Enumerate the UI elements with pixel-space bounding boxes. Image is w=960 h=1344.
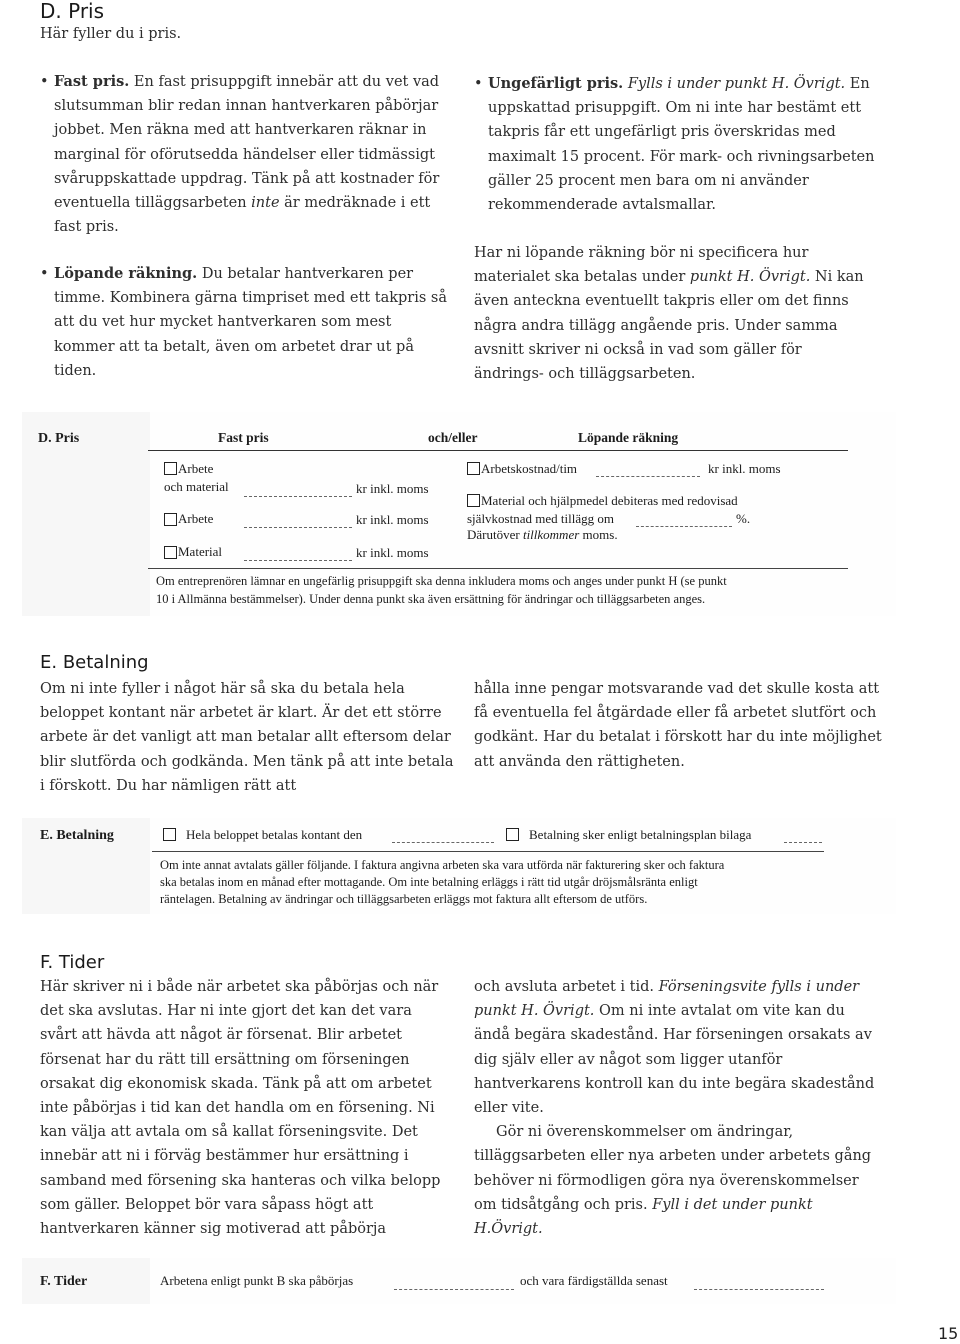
fast-pris-text: En fast prisuppgift innebär att du vet vad slutsumman blir redan innan hantverkaren påbörjar jobbet. Men räkna med att hantverkaren räknar in marginal för oförutsedda händelser eller tidmässigt svåruppskattade uppdrag. Tänk på att kostnader för eventuella tilläggsarbeten (54, 74, 440, 212)
lopande-label: Löpande räkning. (54, 265, 198, 282)
form-e-note-2: ska betalas inom en månad efter mottagande. Om inte betalning erläggs i rätt tid utgår dröjsmålsränta enligt (160, 875, 698, 889)
checkbox-material[interactable] (164, 546, 177, 559)
right4-post: moms. (579, 527, 618, 542)
row1-amount-field[interactable] (244, 496, 352, 497)
checkbox-arbete-material[interactable] (164, 462, 177, 475)
section-d-heading: D. Pris (40, 0, 105, 23)
form-d-footnote-2: 10 i Allmänna bestämmelser). Under denna punkt ska även ersättning för ändringar och tilläggsarbeten anges. (156, 592, 706, 606)
bullet-fast-pris: • Fast pris. En fast prisuppgift innebär att du vet vad slutsumman blir redan innan hantverkaren påbörjar jobbet. Men räkna med att hantverkaren räknar in marginal för oförutsedda händelser eller tidmässigt svåruppskattade uppdrag. Tänk på att kostnader för eventuella tilläggsarbeten inte är medräknade i ett fast pris. (40, 73, 440, 236)
section-f-right1-end: Om ni inte avtalat om vite kan du ändå begära skadestånd. Har förseningen orsakats av dig själv eller av något som ligger utanför hantverkarens kontroll kan du inte begära skadestånd eller vite. (474, 1003, 875, 1117)
form-f-text-1: Arbetena enligt punkt B ska påbörjas (160, 1273, 354, 1288)
form-e-opt1: Hela beloppet betalas kontant den (186, 827, 363, 842)
ungefarligt-italic: Fylls i under punkt H. Övrigt. (623, 76, 846, 92)
section-d-intro: Här fyller du i pris. (40, 26, 182, 42)
section-f-right1-text: och avsluta arbetet i tid. (474, 979, 659, 995)
right1-label: Arbetskostnad/tim (481, 461, 578, 476)
form-e-note-3: räntelagen. Betalning av ändringar och tilläggsarbeten erläggs mot faktura allt eftersom de utförs. (160, 892, 648, 906)
ungefarligt-label: Ungefärligt pris. (488, 75, 624, 92)
section-f-right2-italic: Fyll i det under punkt H.Övrigt. (474, 1196, 813, 1238)
form-e-rule (152, 851, 824, 852)
form-e-title: E. Betalning (40, 828, 114, 843)
right3-pct: %. (736, 511, 751, 526)
form-d-title: D. Pris (38, 431, 80, 446)
right4-line (467, 527, 618, 543)
form-d-col-fast: Fast pris (218, 430, 269, 445)
row1-kr-moms: kr inkl. moms (356, 481, 429, 496)
bullet-lopande: • Löpande räkning. Du betalar hantverkaren per timme. Kombinera gärna timpriset med ett takpris så att du vet hur mycket hantverkaren som mest kommer att ta betalt, även om arbetet drar ut på tiden. (40, 265, 447, 379)
form-d-rule (148, 450, 848, 451)
section-e-heading: E. Betalning (40, 652, 149, 673)
fast-pris-inte: inte (251, 195, 280, 212)
right4-italic: tillkommer (522, 527, 580, 542)
form-f-start-field[interactable] (394, 1289, 514, 1290)
row2-label: Arbete (178, 511, 214, 526)
row3-kr-moms: kr inkl. moms (356, 545, 429, 560)
checkbox-betalningsplan[interactable] (506, 828, 519, 841)
right4-pre: Därutöver (467, 527, 523, 542)
form-e-date-field[interactable] (392, 842, 494, 843)
fast-pris-label: Fast pris. (54, 73, 130, 90)
checkbox-arbete[interactable] (164, 513, 177, 526)
form-d-col-or: och/eller (428, 430, 478, 445)
right2-label: Material och hjälpmedel debiteras med redovisad (481, 493, 738, 508)
material-paragraph (474, 241, 874, 386)
section-f-left: Här skriver ni i både när arbetet ska påbörjas och när det ska avslutas. Har ni inte gjort det kan det vara svårt att hävda att något är försenat. Blir arbetet försenat har du rätt till ersättning om förseningen orsakat dig ekonomisk skada. Tänk på att om arbetet inte påbörjas i tid kan det handla om en försening. Ni kan välja att avtala om så kallat förseningsvite. Det innebär att ni i förväg bestämmer hur ersättning i samband med försening ska hanteras och vilka belopp som gäller. Beloppet bör vara såpass högt att hantverkaren känner sig motiverad att påbörja (40, 979, 441, 1238)
material-text1: Har ni löpande räkning bör ni specificera hur materialet ska betalas under (474, 245, 809, 286)
row1-label-b: och material (164, 479, 229, 494)
section-e-left: Om ni inte fyller i något här så ska du betala hela beloppet kontant när arbetet är klart. Är det ett större arbete är det vanligt att man betalar allt eftersom delar blir slutförda och godkända. Men tänk på att inte betala i förskott. Du har nämligen rätt att (40, 681, 454, 794)
right3-percent-field[interactable] (636, 526, 732, 527)
row1-label-a: Arbete (178, 461, 214, 476)
lopande-text: Du betalar hantverkaren per timme. Kombinera gärna timpriset med ett takpris så att du vet hur mycket hantverkaren som mest kommer att ta betalt, även om arbetet drar ut på tiden. (54, 266, 447, 379)
form-d-col-lopande: Löpande räkning (578, 430, 679, 445)
form-f-text-2: och vara färdigställda senast (520, 1273, 668, 1288)
form-f-end-field[interactable] (694, 1289, 824, 1290)
form-e-opt2: Betalning sker enligt betalningsplan bilaga (529, 827, 752, 842)
fast-pris-end: är medräknade i ett fast pris. (54, 195, 431, 236)
section-f-right (474, 975, 884, 1241)
checkbox-material-hjalpmedel[interactable] (467, 494, 480, 507)
material-text2: Ni kan även anteckna eventuellt takpris eller om det finns några andra tillägg angående pris. Under samma avsnitt skriver ni också in vad som gäller för ändrings- och tilläggsarbeten. (474, 269, 864, 383)
row3-label: Material (178, 544, 223, 559)
ungefarligt-text: En uppskattad prisuppgift. Om ni inte har bestämt ett takpris får ett ungefärligt pris överskridas med maximalt 15 procent. För mark- och rivningsarbeten gäller 25 procent men bara om ni använder rekommenderade avtalsmallar. (488, 76, 875, 214)
right1-kr-moms: kr inkl. moms (708, 461, 781, 476)
checkbox-arbetskostnad[interactable] (467, 462, 480, 475)
form-f-tider (22, 1258, 896, 1304)
section-e-right: hålla inne pengar motsvarande vad det skulle kosta att få eventuella fel åtgärdade eller få arbetet slutfört och godkänt. Har du betalat i förskott har du inte möjlighet att använda den rättigheten. (474, 681, 882, 770)
form-e-betalning (22, 818, 896, 914)
right1-amount-field[interactable] (596, 476, 700, 477)
section-f-right2-text: Gör ni överenskommelser om ändringar, tilläggsarbeten eller nya arbeten under arbetets gång behöver ni förmodligen göra nya överenskommelser om tidsåtgång och pris. (474, 1124, 872, 1213)
form-d-footnote-1: Om entreprenören lämnar en ungefärlig prisuppgift ska denna inkludera moms och anges under punkt H (se punkt (156, 574, 727, 588)
bullet-ungefarligt: • Ungefärligt pris. Fylls i under punkt H. Övrigt. En uppskattad prisuppgift. Om ni inte har bestämt ett takpris får ett ungefärligt pris överskridas med maximalt 15 procent. För mark- och rivningsarbeten gäller 25 procent men bara om ni använder rekommenderade avtalsmallar. (474, 75, 875, 214)
checkbox-kontant[interactable] (163, 828, 176, 841)
form-f-title: F. Tider (40, 1274, 88, 1289)
section-f-right1-italic: Förseningsvite fylls i under punkt H. Övrigt. (474, 979, 860, 1020)
form-d-pris (22, 412, 896, 616)
form-d-rule-2 (148, 568, 848, 569)
material-italic: punkt H. Övrigt. (689, 269, 811, 286)
row2-kr-moms: kr inkl. moms (356, 512, 429, 527)
form-e-note-1: Om inte annat avtalats gäller följande. I faktura angivna arbeten ska vara utförda när fakturering sker och faktura (160, 858, 725, 872)
section-f-heading: F. Tider (40, 952, 105, 973)
form-e-bilaga-field[interactable] (784, 842, 822, 843)
row3-amount-field[interactable] (244, 560, 352, 561)
row2-amount-field[interactable] (244, 527, 352, 528)
right3-label: självkostnad med tillägg om (467, 511, 614, 526)
page-number: 15 (938, 1324, 959, 1343)
